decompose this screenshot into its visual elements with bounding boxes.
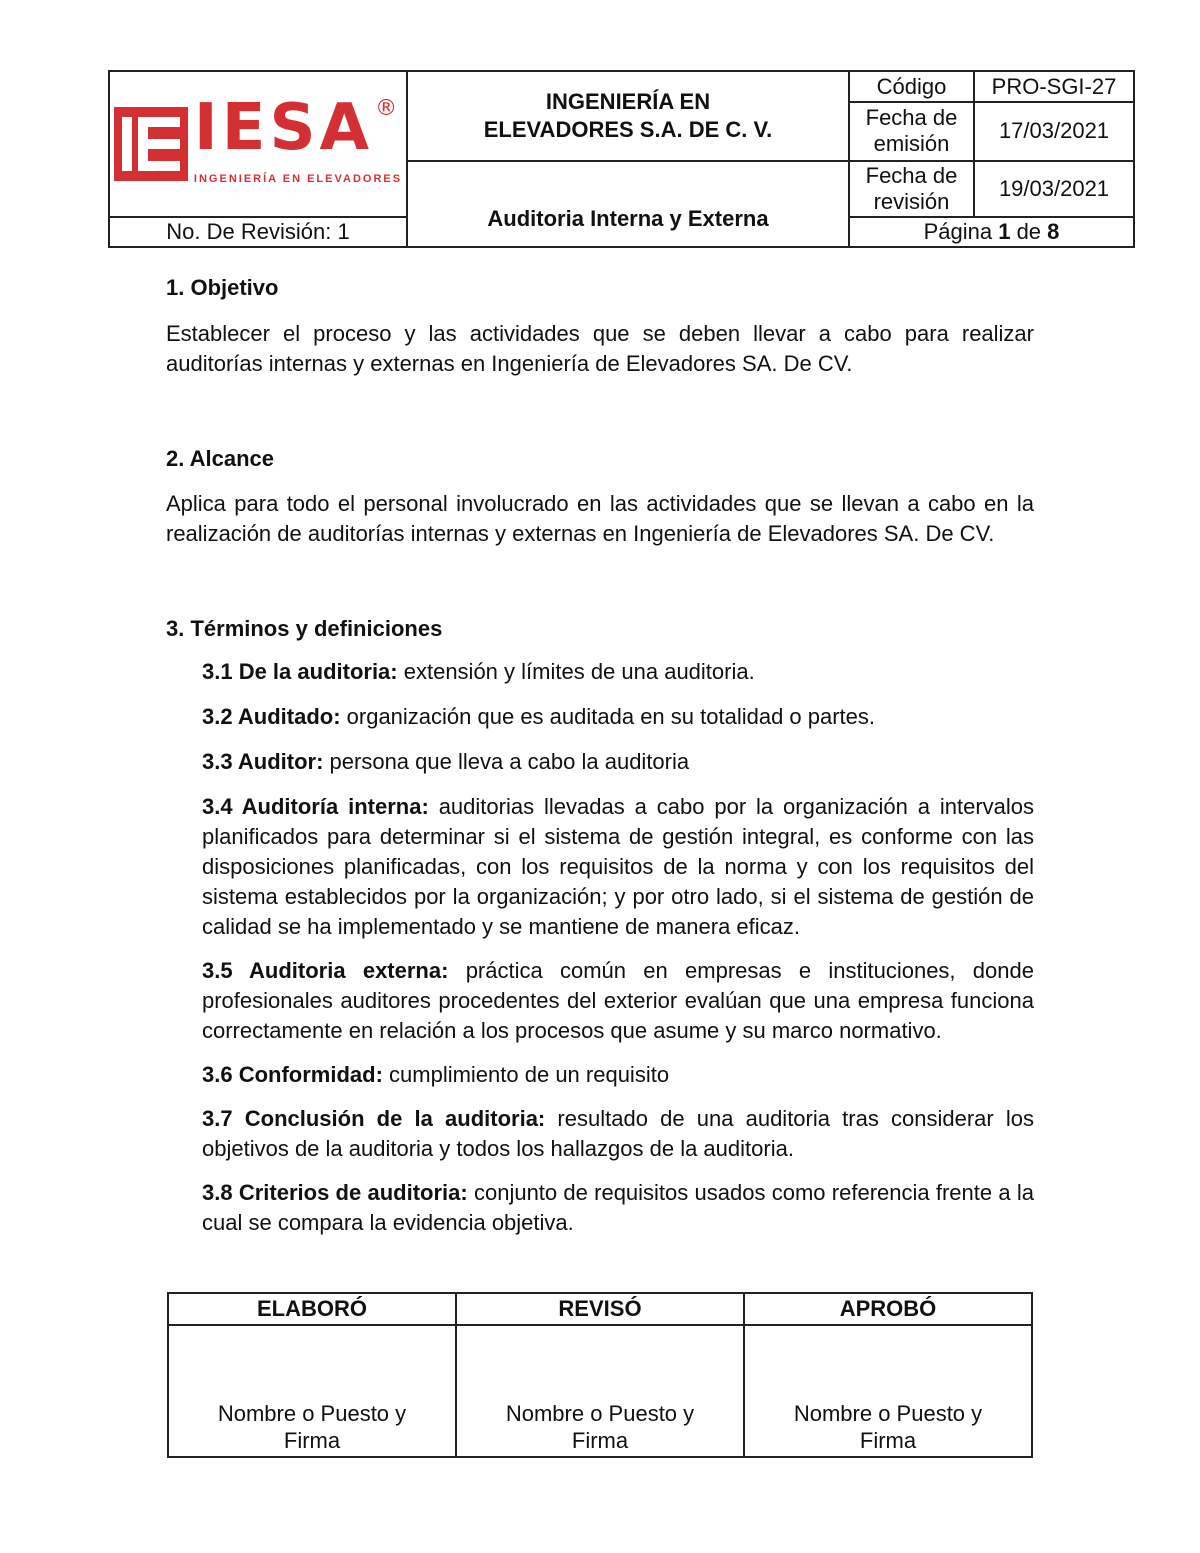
logo-subtitle: INGENIERÍA EN ELEVADORES xyxy=(193,172,403,185)
emision-label: Fecha de emisión xyxy=(849,102,974,160)
signature-cell-reviso: Nombre o Puesto y Firma xyxy=(456,1325,744,1457)
definition-item: 3.6 Conformidad: cumplimiento de un requisito xyxy=(202,1062,670,1087)
document-body xyxy=(166,270,1034,1238)
iesa-logo xyxy=(114,90,403,192)
process-title: Auditoria Interna y Externa xyxy=(407,161,849,248)
signature-table xyxy=(167,1292,1033,1458)
logo-registered-mark: ® xyxy=(375,95,402,121)
company-name: INGENIERÍA EN ELEVADORES S.A. DE C. V. xyxy=(407,71,849,161)
definition-item: 3.5 Auditoria externa: práctica común en empresas e instituciones, donde profesionales auditores procedentes del exterior evalúan que una empresa funciona correctamente en relación a los procesos que asume y su marco normativo. xyxy=(202,958,1034,1043)
revision-number: No. De Revisión: 1 xyxy=(109,217,407,247)
signature-header-aprobo: APROBÓ xyxy=(744,1293,1032,1325)
document-header-table xyxy=(108,70,1135,248)
codigo-value: PRO-SGI-27 xyxy=(974,71,1134,102)
definition-item: 3.3 Auditor: persona que lleva a cabo la auditoria xyxy=(202,749,690,774)
definition-item: 3.4 Auditoría interna: auditorias llevadas a cabo por la organización a intervalos planificados para determinar si el sistema de gestión integral, es conforme con las disposiciones planificadas, con los requisitos de la norma y con los requisitos del sistema establecidos por la organización; y por otro lado, si el sistema de gestión de calidad se ha implementado y se mantiene de manera eficaz. xyxy=(202,794,1034,939)
page-number: Página 1 de 8 xyxy=(849,217,1134,247)
definition-item: 3.2 Auditado: organización que es auditada en su totalidad o partes. xyxy=(202,704,876,729)
signature-cell-elaboro: Nombre o Puesto y Firma xyxy=(168,1325,456,1457)
definition-item: 3.8 Criterios de auditoria: conjunto de requisitos usados como referencia frente a la cual se compara la evidencia objetiva. xyxy=(202,1180,1034,1235)
signature-header-elaboro: ELABORÓ xyxy=(168,1293,456,1325)
signature-header-reviso: REVISÓ xyxy=(456,1293,744,1325)
iesa-logo-mark-icon xyxy=(114,107,188,181)
section-terminos-title: 3. Términos y definiciones xyxy=(166,616,443,641)
section-objetivo-text: Establecer el proceso y las actividades que se deben llevar a cabo para realizar auditorías internas y externas en Ingeniería de Elevadores SA. De CV. xyxy=(166,321,1034,376)
section-alcance-text: Aplica para todo el personal involucrado en las actividades que se llevan a cabo en la realización de auditorías internas y externas en Ingeniería de Elevadores SA. De CV. xyxy=(166,491,1034,546)
definition-item: 3.7 Conclusión de la auditoria: resultado de una auditoria tras considerar los objetivos de la auditoria y todos los hallazgos de la auditoria. xyxy=(202,1106,1034,1161)
definition-item: 3.1 De la auditoria: extensión y límites de una auditoria. xyxy=(202,659,755,684)
logo-wordmark: IESA xyxy=(193,90,374,165)
revision-date-value: 19/03/2021 xyxy=(974,161,1134,217)
emision-value: 17/03/2021 xyxy=(974,102,1134,160)
signature-cell-aprobo: Nombre o Puesto y Firma xyxy=(744,1325,1032,1457)
codigo-label: Código xyxy=(849,71,974,102)
revision-date-label: Fecha de revisión xyxy=(849,161,974,217)
section-alcance-title: 2. Alcance xyxy=(166,446,275,471)
section-objetivo-title: 1. Objetivo xyxy=(166,275,279,300)
logo-cell xyxy=(109,71,407,217)
